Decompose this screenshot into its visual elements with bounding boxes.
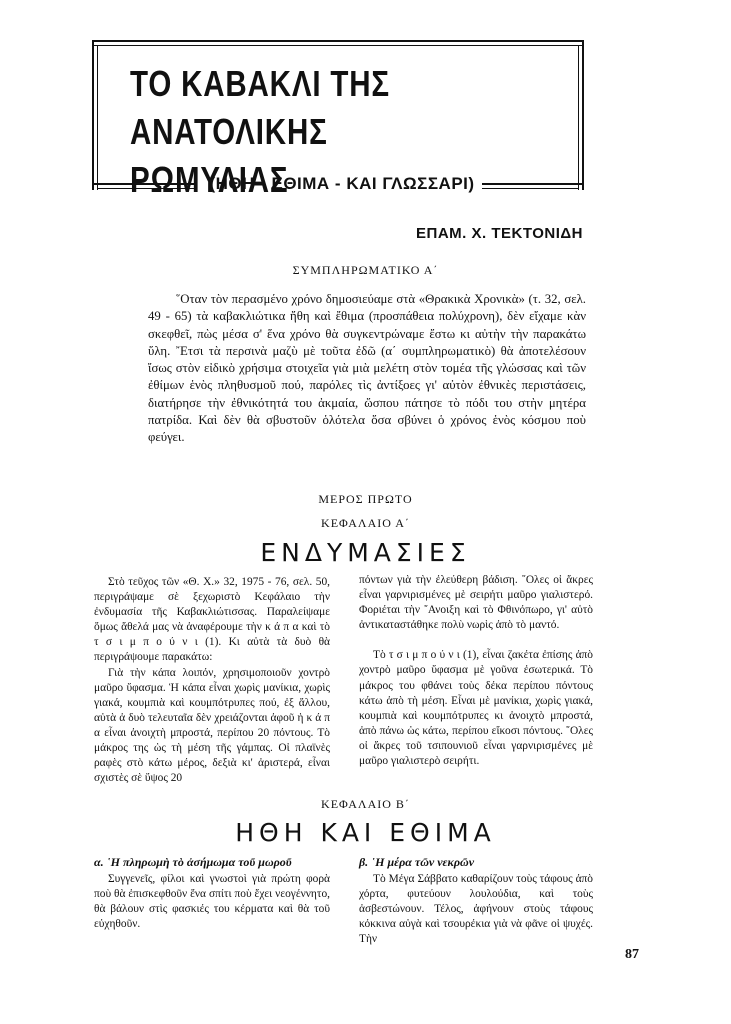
frame-border: [92, 40, 94, 190]
chapter-b-column-left: [94, 855, 330, 932]
title-frame: [92, 40, 584, 200]
subsection-heading: β. ῾Η μέρα τῶν νεκρῶν: [359, 855, 475, 869]
paragraph: πόντων γιὰ τὴν ἐλεύθερη βάδιση. ῞Ολες οἱ ἄκρες εἶναι γαρνιρισμένες μὲ σειρήτι μαῦρο γιαλιστερό. Φοριέται τὴν ῎Ανοιξη καὶ τὸ Φθινόπωρο, γι' αὐτὸ ἀντικαταστάθηκε πολὺ νωρὶς ἀπὸ τὸ μαντό.: [359, 574, 593, 632]
supplement-label: ΣΥΜΠΛΗΡΩΜΑΤΙΚΟ Α΄: [292, 263, 439, 277]
frame-border: [582, 40, 584, 190]
chapter-a-label: ΚΕΦΑΛΑΙΟ Α΄: [321, 516, 410, 530]
frame-border: [92, 40, 584, 42]
paragraph: Τὸ Μέγα Σάββατο καθαρίζουν τοὺς τάφους ἀπὸ χόρτα, φυτεύουν λουλούδια, καὶ τοὺς ἀσβεστώνουν. Τέλος, ἀφήνουν στοὺς τάφους κόκκινα αὐγὰ καὶ τσουρέκια γιὰ νὰ φᾶνε οἱ ψυχές. Τὴν: [359, 873, 593, 946]
frame-border: [92, 45, 584, 46]
chapter-a-heading: ΕΝΔΥΜΑΣΙΕΣ: [260, 538, 471, 567]
author-name: ΕΠΑΜ. Χ. ΤΕΚΤΟΝΙΔΗ: [415, 225, 583, 242]
frame-border: [578, 45, 579, 190]
chapter-a-column-right: [359, 573, 593, 769]
part-label: ΜΕΡΟΣ ΠΡΩΤΟ: [318, 492, 413, 506]
paragraph: Στὸ τεῦχος τῶν «Θ. Χ.» 32, 1975 - 76, σελ. 50, περιγράψαμε σὲ ξεχωριστὸ Κεφάλαιο τὴν ἐνδυμασία τῆς Καβακλιώτισσας. Παραλείψαμε ὅμως ἄθελά μας νὰ ἀναφέρουμε τὴν κ ά π α καὶ τὸ τ σ ι μ π ο ύ ν ι (1). Κι αὐτὰ τὰ δυὸ θὰ περιγράψουμε παρακάτω:: [94, 576, 330, 664]
chapter-a-column-left: [94, 575, 330, 786]
chapter-b-heading: ΗΘΗ ΚΑΙ ΕΘΙΜΑ: [235, 818, 496, 847]
paragraph: Γιὰ τὴν κάπα λοιπόν, χρησιμοποιοῦν χοντρὸ μαῦρο ὕφασμα. Ἡ κάπα εἶναι χωρὶς μανίκια, χωρὶς γιακά, κουμπιὰ καὶ κουμπότρυπες πού, ἐξ ἄλλου, αὐτὰ ἀ δυὸ τελευταῖα δὲν χρειάζονται ἀφοῦ ἡ κ ά π α εἶναι ἀνοιχτὴ μπροστά, περίπου 20 πόντους. Τὸ μάκρος της ὡς τὴ μέση τῆς γάμπας. Οἱ πλαϊνὲς ραφὲς στὸ κάτω μέρος, δεξιὰ κι' ἀριστερά, εἶναι σχιστὲς σὲ ὕψος 20: [94, 666, 330, 785]
intro-paragraph: ῞Οταν τὸν περασμένο χρόνο δημοσιεύαμε στὰ «Θρακικὰ Χρονικὰ» (τ. 32, σελ. 49 - 65) τὰ καβακλιώτικα ἤθη καὶ ἔθιμα (προσπάθεια πολύχρονη), δὲν εἴχαμε κὰν σκεφθεῖ, πὼς μέσα σ' ἕνα χρόνο θὰ συγκεντρώναμε ἔστω κι αὐτὴν τὴν παρακάτω ὕλη. ῎Ετσι τὰ περσινὰ μαζὺ μὲ τοῦτα ἐδῶ (α΄ συμπληρωματικὸ) θὰ ἀποτελέσουν ἴσως στὸν εἰδικὸ χρήσιμα στοιχεῖα γιὰ μιὰ μελέτη στὸν τομέα τῆς γλώσσας καὶ τῶν ἐθίμων ἑνὸς πληθυσμοῦ πού, παρόλες τὶς ἀντίξοες γι' αὐτὸν ἐθνικὲς περιστάσεις, διατήρησε τὴν ἐθνικότητά του ἀκμαία, ὥσπου πάτησε τὸ πόδι του στὴν μητέρα πατρίδα. Καὶ δὲν θὰ σβυστοῦν ὁλότελα ὅσα σβύνει ὁ χρόνος ἑνὸς κόσμου ποὺ φεύγει.: [148, 292, 586, 445]
page-number: 87: [625, 947, 639, 962]
paragraph: Συγγενεῖς, φίλοι καὶ γνωστοὶ γιὰ πρώτη φορὰ ποὺ θὰ ἐπισκεφθοῦν ἕνα σπίτι ποὺ ἔχει νεογέννητο, θὰ βάλουν στὶς φασκιές του κέρματα καὶ θὰ τοῦ εὐχηθοῦν.: [94, 873, 330, 931]
subsection-heading: α. ῾Η πληρωμὴ τὸ ἀσήμωμα τοῦ μωροῦ: [94, 855, 292, 869]
paragraph: Τὸ τ σ ι μ π ο ύ ν ι (1), εἶναι ζακέτα ἐπίσης ἀπὸ χοντρὸ μαῦρο ὕφασμα μὲ γοῦνα ἐσωτερικά. Τὸ μάκρος του φθάνει τοὺς δέκα περίπου πόντους κάτω ἀπὸ τὴ μέση. Εἶναι μὲ μανίκια, χωρὶς γιακά, κουμπιὰ καὶ κουμπότρυπες κι ἀνοιχτὸ μπροστά, ἀπὸ πάνω ὡς κάτω, περίπου εἴκοσι πόντους. ῞Ολες οἱ ἄκρες τοῦ τσιπουνιοῦ εἶναι γαρνιρισμένες μὲ μαῦρο γιαλιστερὸ σειρήτι.: [359, 649, 593, 768]
frame-border: [482, 183, 584, 185]
frame-border: [482, 188, 579, 189]
chapter-b-label: ΚΕΦΑΛΑΙΟ Β΄: [321, 797, 410, 811]
article-subtitle: (ΗΘΗ - ΕΘΙΜΑ - ΚΑΙ ΓΛΩΣΣΑΡΙ): [209, 174, 475, 193]
chapter-b-column-right: [359, 855, 593, 948]
article-title-line-2: ΡΩΜΥΛΙΑΣ: [130, 159, 289, 200]
article-title-line-1: ΤΟ ΚΑΒΑΚΛΙ ΤΗΣ ΑΝΑΤΟΛΙΚΗΣ: [130, 63, 390, 152]
frame-border: [97, 45, 98, 190]
